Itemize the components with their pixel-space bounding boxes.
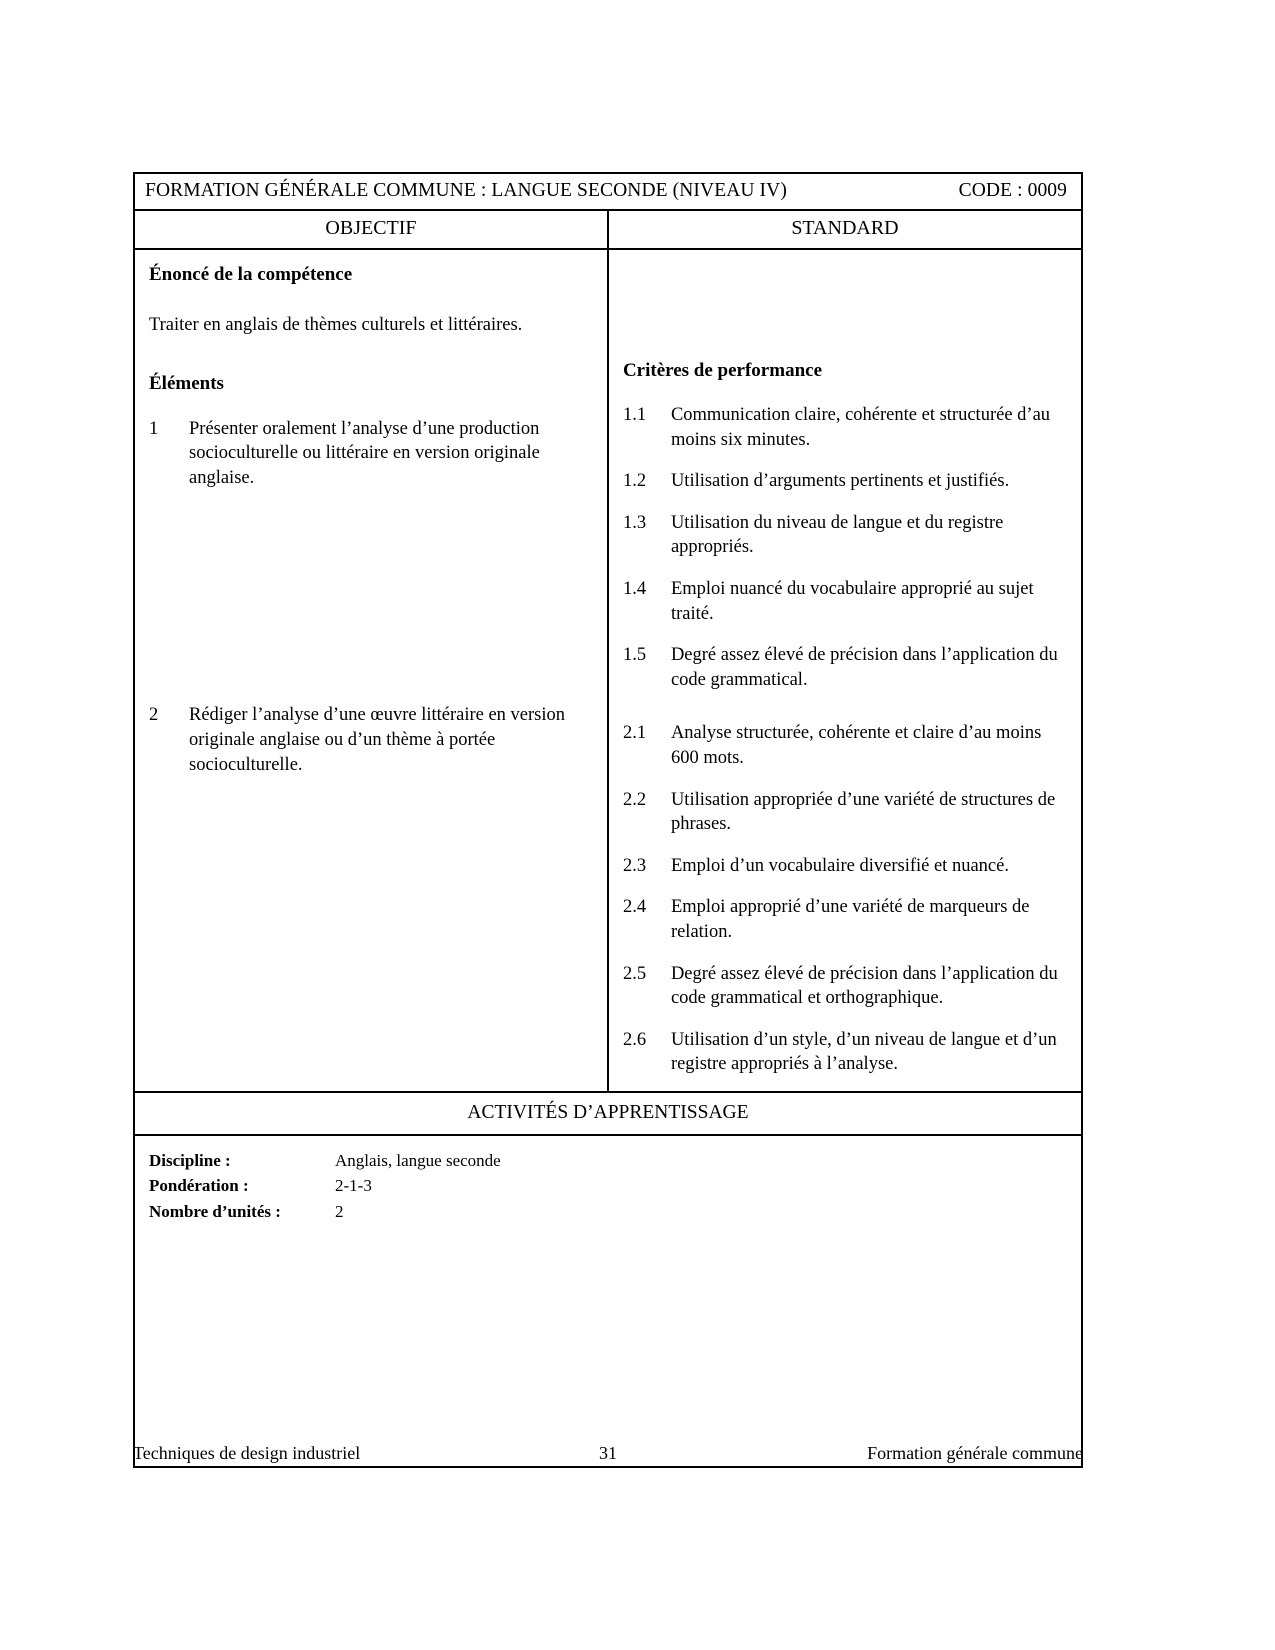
element-item (149, 417, 593, 491)
critere-number: 1.5 (622, 645, 647, 666)
criteres-group-1 (623, 403, 1067, 692)
critere-text: Analyse structurée, cohérente et claire d’au moins 600 mots. (670, 723, 1042, 769)
critere-item (623, 643, 1067, 692)
meta-label: Pondération : (149, 1176, 249, 1196)
critere-number: 2.3 (622, 855, 647, 876)
meta-row (149, 1148, 1067, 1174)
critere-text: Utilisation appropriée d’une variété de structures de phrases. (670, 789, 1056, 835)
criteres-group-2 (623, 721, 1067, 1077)
meta-label: Nombre d’unités : (149, 1201, 281, 1221)
critere-text: Utilisation d’arguments pertinents et justifiés. (670, 471, 1010, 492)
page-number: 31 (599, 1443, 617, 1463)
critere-item (623, 511, 1067, 560)
criteres-heading: Critères de performance (622, 360, 823, 381)
header-title: FORMATION GÉNÉRALE COMMUNE : LANGUE SECONDE (NIVEAU IV) (145, 180, 787, 201)
critere-text: Emploi nuancé du vocabulaire approprié au sujet traité. (670, 579, 1034, 624)
column-header-objectif: OBJECTIF (135, 211, 609, 248)
column-header-row (135, 211, 1081, 250)
element-text: Présenter oralement l’analyse d’une production socioculturelle ou littéraire en version originale anglaise. (189, 418, 540, 488)
activities-meta-cell (135, 1136, 1081, 1466)
meta-label: Discipline : (149, 1150, 231, 1170)
critere-number: 2.4 (622, 897, 647, 918)
critere-number: 2.2 (622, 789, 647, 810)
critere-number: 1.4 (622, 579, 647, 600)
enonce-heading: Énoncé de la compétence (149, 264, 353, 285)
content-row (135, 250, 1081, 1093)
critere-item (623, 577, 1067, 626)
critere-text: Degré assez élevé de précision dans l’application du code grammatical. (670, 645, 1058, 690)
critere-item (623, 788, 1067, 837)
critere-item (623, 403, 1067, 452)
critere-text: Utilisation du niveau de langue et du registre appropriés. (670, 512, 1004, 558)
footer-left-text: Techniques de design industriel (133, 1443, 361, 1463)
element-number: 2 (149, 705, 159, 726)
critere-number: 1.1 (622, 405, 647, 426)
critere-text: Communication claire, cohérente et structurée d’au moins six minutes. (670, 405, 1051, 450)
objectif-cell (135, 250, 609, 1091)
critere-item (623, 962, 1067, 1011)
meta-value: 2-1-3 (335, 1176, 372, 1196)
critere-number: 2.6 (622, 1029, 647, 1050)
standard-cell (609, 250, 1081, 1091)
critere-item (623, 1028, 1067, 1077)
critere-number: 2.5 (622, 963, 647, 984)
table-header-row (135, 174, 1081, 211)
critere-text: Emploi approprié d’une variété de marqueurs de relation. (670, 897, 1030, 942)
element-text: Rédiger l’analyse d’une œuvre littéraire en version originale anglaise ou d’un thème à portée socioculturelle. (189, 705, 566, 775)
critere-item (623, 721, 1067, 770)
header-code: CODE : 0009 (958, 180, 1067, 201)
enonce-text: Traiter en anglais de thèmes culturels et littéraires. (149, 315, 523, 336)
meta-row (149, 1173, 1067, 1199)
footer-right-text: Formation générale commune (867, 1443, 1083, 1463)
critere-item (623, 469, 1067, 494)
activities-title-row: ACTIVITÉS D’APPRENTISSAGE (135, 1093, 1081, 1136)
critere-item (623, 854, 1067, 879)
element-item (149, 703, 593, 777)
elements-heading: Éléments (149, 373, 224, 395)
critere-number: 1.3 (622, 512, 647, 533)
meta-value: 2 (335, 1201, 344, 1221)
critere-number: 1.2 (622, 471, 647, 492)
meta-value: Anglais, langue seconde (335, 1150, 501, 1170)
page-footer (133, 1443, 1083, 1464)
standard-top-spacer (623, 262, 1067, 358)
critere-number: 2.1 (622, 723, 647, 744)
column-header-standard: STANDARD (791, 217, 899, 239)
critere-text: Utilisation d’un style, d’un niveau de langue et d’un registre appropriés à l’analyse. (670, 1029, 1057, 1075)
competency-table (133, 172, 1083, 1468)
critere-text: Emploi d’un vocabulaire diversifié et nuancé. (670, 855, 1009, 876)
critere-item (623, 895, 1067, 944)
critere-text: Degré assez élevé de précision dans l’application du code grammatical et orthographique. (670, 963, 1058, 1009)
meta-row (149, 1199, 1067, 1225)
element-number: 1 (149, 418, 159, 439)
